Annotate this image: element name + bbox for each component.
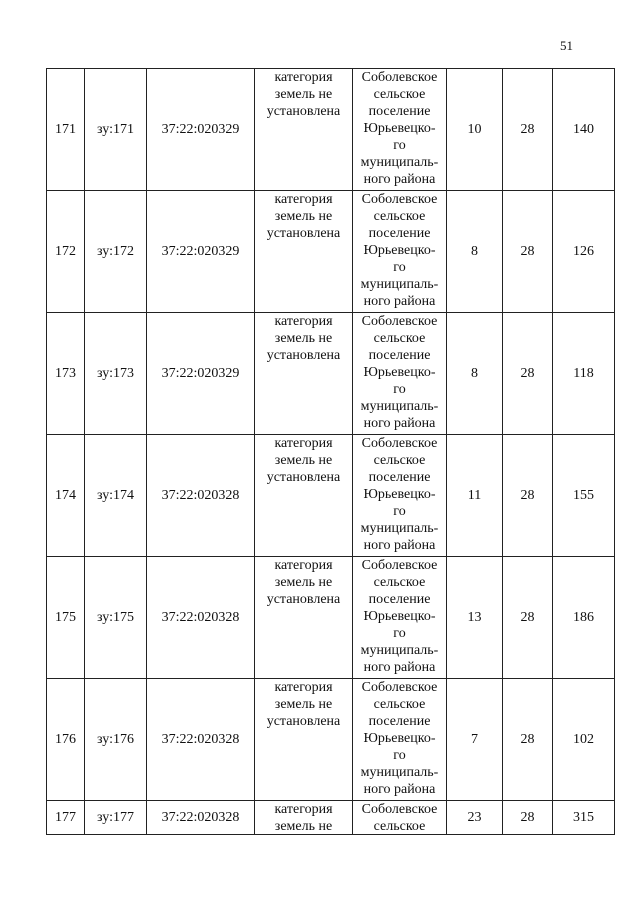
land-category-cell-line: земель не [274,209,333,224]
location-cell [353,69,447,191]
cadastral-number-cell: 37:22:020328 [147,679,255,801]
row-number-cell: 174 [47,435,85,557]
location-cell-line: Соболевское [361,436,438,451]
land-category-cell-line: категория [274,558,333,573]
location-cell-line: муниципаль- [360,643,439,658]
table-row [47,313,615,435]
location-cell-line: муниципаль- [360,399,439,414]
location-cell-line: поселение [368,104,431,119]
land-category-cell [255,557,353,679]
cadastral-number-cell: 37:22:020329 [147,313,255,435]
value-cell-1: 11 [447,435,503,557]
location-cell-line: муниципаль- [360,277,439,292]
location-cell-line: го [393,138,406,153]
land-category-cell [255,801,353,835]
row-number-cell: 171 [47,69,85,191]
land-category-cell-line: установлена [266,470,341,485]
value-cell-1: 10 [447,69,503,191]
value-cell-1: 13 [447,557,503,679]
plot-id-cell: зу:172 [85,191,147,313]
row-number-cell: 172 [47,191,85,313]
land-category-cell [255,679,353,801]
location-cell-line: сельское [373,87,426,102]
location-cell-line: сельское [373,819,426,834]
value-cell-3: 315 [553,801,615,835]
location-cell [353,313,447,435]
land-category-cell [255,191,353,313]
plot-id-cell: зу:174 [85,435,147,557]
location-cell [353,191,447,313]
land-category-cell-line: земель не [274,697,333,712]
land-category-cell [255,313,353,435]
location-cell-line: ного района [363,538,436,553]
location-cell-line: Юрьевецко- [363,487,436,502]
location-cell-line: Юрьевецко- [363,365,436,380]
table-row [47,557,615,679]
location-cell [353,557,447,679]
row-number-cell: 176 [47,679,85,801]
location-cell-line: ного района [363,294,436,309]
land-category-cell-line: установлена [266,592,341,607]
location-cell [353,435,447,557]
location-cell-line: го [393,260,406,275]
location-cell-line: Юрьевецко- [363,609,436,624]
table-row [47,801,615,835]
land-category-cell-line: установлена [266,226,341,241]
land-category-cell-line: установлена [266,348,341,363]
plot-id-cell: зу:176 [85,679,147,801]
land-plots-table [46,68,615,835]
land-category-cell-line: установлена [266,104,341,119]
land-category-cell-line: категория [274,680,333,695]
value-cell-2: 28 [503,313,553,435]
location-cell-line: го [393,504,406,519]
location-cell-line: муниципаль- [360,155,439,170]
row-number-cell: 175 [47,557,85,679]
row-number-cell: 173 [47,313,85,435]
location-cell-line: Соболевское [361,314,438,329]
page-number: 51 [560,38,573,53]
plot-id-cell: зу:177 [85,801,147,835]
location-cell-line: ного района [363,172,436,187]
location-cell-line: сельское [373,209,426,224]
value-cell-2: 28 [503,191,553,313]
location-cell-line: муниципаль- [360,521,439,536]
location-cell [353,679,447,801]
location-cell-line: Соболевское [361,680,438,695]
land-category-cell-line: категория [274,70,333,85]
row-number-cell: 177 [47,801,85,835]
plot-id-cell: зу:171 [85,69,147,191]
value-cell-3: 102 [553,679,615,801]
value-cell-1: 7 [447,679,503,801]
value-cell-2: 28 [503,435,553,557]
location-cell-line: Юрьевецко- [363,243,436,258]
location-cell-line: ного района [363,660,436,675]
cadastral-number-cell: 37:22:020328 [147,801,255,835]
plot-id-cell: зу:173 [85,313,147,435]
land-category-cell-line: земель не [274,819,333,834]
value-cell-2: 28 [503,801,553,835]
land-category-cell-line: земель не [274,575,333,590]
land-category-cell-line: земель не [274,331,333,346]
location-cell-line: го [393,382,406,397]
land-category-cell-line: земель не [274,87,333,102]
location-cell-line: Соболевское [361,558,438,573]
value-cell-2: 28 [503,69,553,191]
cadastral-number-cell: 37:22:020328 [147,435,255,557]
location-cell-line: поселение [368,592,431,607]
location-cell-line: сельское [373,697,426,712]
cadastral-number-cell: 37:22:020329 [147,69,255,191]
location-cell-line: поселение [368,470,431,485]
cadastral-number-cell: 37:22:020328 [147,557,255,679]
location-cell-line: ного района [363,416,436,431]
land-category-cell-line: категория [274,802,333,817]
value-cell-2: 28 [503,557,553,679]
land-category-cell-line: категория [274,192,333,207]
land-category-cell [255,69,353,191]
location-cell-line: сельское [373,453,426,468]
location-cell-line: сельское [373,575,426,590]
value-cell-2: 28 [503,679,553,801]
location-cell-line: поселение [368,714,431,729]
location-cell-line: го [393,748,406,763]
value-cell-1: 8 [447,191,503,313]
location-cell-line: поселение [368,348,431,363]
value-cell-1: 8 [447,313,503,435]
table-row [47,435,615,557]
cadastral-number-cell: 37:22:020329 [147,191,255,313]
location-cell-line: поселение [368,226,431,241]
table-row [47,679,615,801]
land-category-cell-line: земель не [274,453,333,468]
land-category-cell-line: установлена [266,714,341,729]
location-cell-line: го [393,626,406,641]
location-cell-line: сельское [373,331,426,346]
value-cell-3: 155 [553,435,615,557]
value-cell-1: 23 [447,801,503,835]
location-cell-line: Юрьевецко- [363,731,436,746]
value-cell-3: 118 [553,313,615,435]
location-cell [353,801,447,835]
value-cell-3: 140 [553,69,615,191]
value-cell-3: 186 [553,557,615,679]
land-category-cell-line: категория [274,436,333,451]
location-cell-line: Соболевское [361,70,438,85]
land-category-cell-line: категория [274,314,333,329]
value-cell-3: 126 [553,191,615,313]
table-row [47,69,615,191]
land-category-cell [255,435,353,557]
plot-id-cell: зу:175 [85,557,147,679]
table-row [47,191,615,313]
location-cell-line: Соболевское [361,192,438,207]
location-cell-line: муниципаль- [360,765,439,780]
location-cell-line: ного района [363,782,436,797]
location-cell-line: Соболевское [361,802,438,817]
location-cell-line: Юрьевецко- [363,121,436,136]
